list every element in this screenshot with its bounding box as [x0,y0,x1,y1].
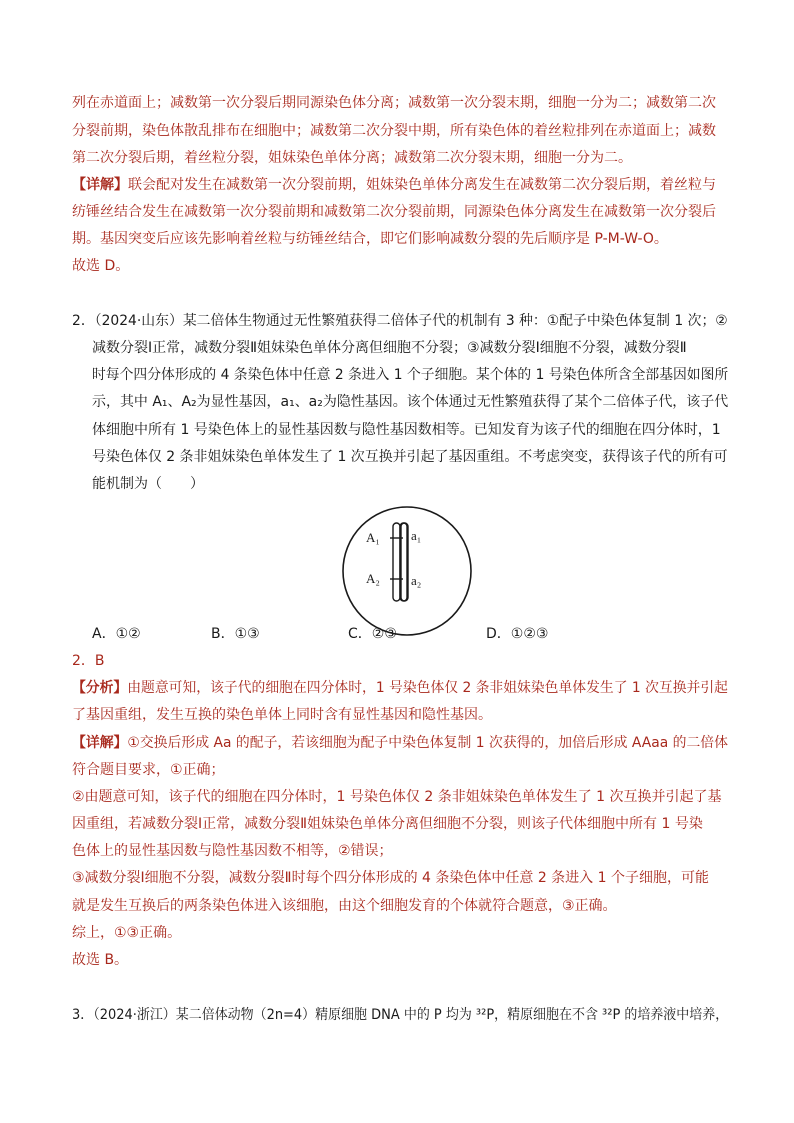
answer1-detail-line: 期。基因突变后应该先影响着丝粒与纺锤丝结合，即它们影响减数分裂的先后顺序是 P-M-W-O。 [72,231,668,247]
answer2-analysis-line: 了基因重组，发生互换的染色单体上同时含有显性基因和隐性基因。 [72,707,492,723]
detail-text: 联会配对发生在减数第一次分裂前期，姐妹染色单体分离发生在减数第二次分裂后期，着丝粒与 [128,177,716,193]
answer2-choose: 故选 B。 [72,952,129,968]
answer2-key: 2．B [72,653,105,669]
detail-tag: 【详解】 [72,177,128,193]
answer1-line: 列在赤道面上；减数第一次分裂后期同源染色体分离；减数第一次分裂末期，细胞一分为二；减数第二次 [72,95,716,111]
question2-line: 时每个四分体形成的 4 条染色体中任意 2 条进入 1 个子细胞。某个体的 1 号染色体所含全部基因如图所 [92,367,729,383]
question2-line: 示，其中 A₁、A₂为显性基因，a₁、a₂为隐性基因。该个体通过无性繁殖获得了某个二倍体子代，该子代 [92,394,729,410]
question-text: （2024·山东）某二倍体生物通过无性繁殖获得二倍体子代的机制有 3 种：①配子中染色体复制 1 次；② [94,313,728,329]
answer2-detail-line [72,733,728,753]
answer2-detail-line: 因重组，若减数分裂Ⅰ正常，减数分裂Ⅱ姐妹染色单体分离但细胞不分裂，则该子代体细胞中所有 1 号染 [72,816,703,832]
question2-line: 减数分裂Ⅰ正常，减数分裂Ⅱ姐妹染色单体分离但细胞不分裂；③减数分裂Ⅰ细胞不分裂，减数分裂Ⅱ [92,340,687,356]
option-c [348,624,397,644]
analysis-tag: 【分析】 [72,680,128,696]
option-letter: B． [211,626,235,642]
question-number: 2． [72,313,95,329]
detail-tag: 【详解】 [72,735,128,751]
gene-label-a2: a₂ [411,573,422,588]
option-b [211,624,260,644]
answer2-summary: 综上，①③正确。 [72,925,182,941]
gene-label-A1: A₁ [366,530,380,545]
answer2-detail-line: ②由题意可知，该子代的细胞在四分体时，1 号染色体仅 2 条非姐妹染色单体发生了 1 次互换并引起了基 [72,789,722,805]
answer2-analysis-line [72,678,728,698]
option-text: ①② [115,626,141,642]
question2-line: 号染色体仅 2 条非姐妹染色单体发生了 1 次互换并引起了基因重组。不考虑突变，获得该子代的所有可 [92,449,728,465]
option-letter: A． [92,626,116,642]
answer1-line: 分裂前期，染色体散乱排布在细胞中；减数第二次分裂中期，所有染色体的着丝粒排列在赤道面上；减数 [72,123,716,139]
option-text: ①②③ [510,626,549,642]
detail-text: ①交换后形成 Aa 的配子，若该细胞为配子中染色体复制 1 次获得的，加倍后形成 AAaa 的二倍体 [127,735,729,751]
question2-line [72,311,728,331]
gene-label-a1: a₁ [411,528,422,543]
answer2-detail-line: 色体上的显性基因数与隐性基因数不相等，②错误； [72,843,393,859]
gene-label-A2: A₂ [366,571,380,586]
answer1-detail-line [72,175,716,195]
question3-line [72,1005,728,1025]
chromosome-diagram [340,501,475,641]
answer1-choose: 故选 D。 [72,258,130,274]
option-letter: D． [486,626,511,642]
option-a [92,624,141,644]
option-text: ②③ [371,626,397,642]
answer2-detail-line: ③减数分裂Ⅰ细胞不分裂，减数分裂Ⅱ时每个四分体形成的 4 条染色体中任意 2 条进入 1 个子细胞，可能 [72,870,709,886]
answer2-detail-line: 符合题目要求，①正确； [72,762,225,778]
question2-line: 体细胞中所有 1 号染色体上的显性基因数与隐性基因数相等。已知发育为该子代的细胞在四分体时，1 [92,422,721,438]
option-letter: C． [348,626,372,642]
question-number: 3． [72,1007,94,1023]
question-text: （2024·浙江）某二倍体动物（2n=4）精原细胞 DNA 中的 P 均为 ³²P，精原细胞在不含 ³²P 的培养液中培养， [93,1007,729,1023]
option-d [486,624,548,644]
chromosome-left [393,523,400,601]
option-text: ①③ [234,626,260,642]
question2-line: 能机制为（ ） [92,476,204,492]
answer1-line: 第二次分裂后期，着丝粒分裂，姐妹染色单体分离；减数第二次分裂末期，细胞一分为二。 [72,150,632,166]
analysis-text: 由题意可知，该子代的细胞在四分体时，1 号染色体仅 2 条非姐妹染色单体发生了 1 次互换并引起 [127,680,728,696]
answer2-detail-line: 就是发生互换后的两条染色体进入该细胞，由这个细胞发育的个体就符合题意，③正确。 [72,898,617,914]
answer1-detail-line: 纺锤丝结合发生在减数第一次分裂前期和减数第二次分裂前期，同源染色体分离发生在减数第一次分裂后 [72,204,716,220]
